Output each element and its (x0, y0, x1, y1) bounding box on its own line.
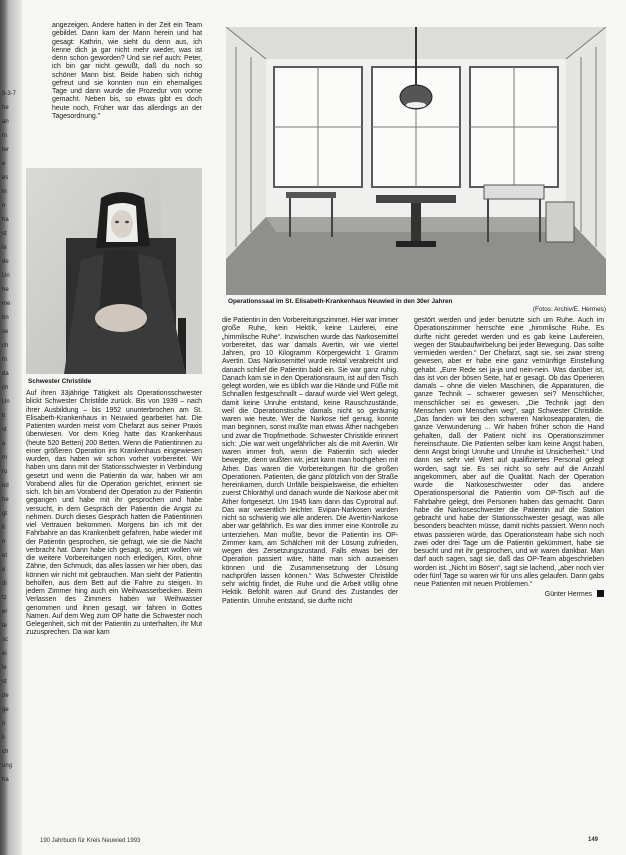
gutter-fragment: n (2, 721, 6, 727)
gutter-fragment: me (2, 301, 11, 307)
gutter-fragment: ne (2, 287, 9, 293)
gutter-fragment: le (2, 665, 7, 671)
gutter-fragment: ei (2, 651, 7, 657)
gutter-fragment: n (2, 203, 6, 209)
column-1-text: Auf ihren 33jährige Tätigkeit als Operationsschwester blickt Schwester Christilde zurück. Bis von 1939 – nach ihrer Ausbildung – bis 1952 ununterbrochen am St. Elisabeth-Krankenhaus in Neuwied gearbeitet hat. Die Patienten wurden meist vom Chefarzt aus seiner Praxis überwiesen. Vor dem Krieg hatte das Krankenhaus (heute 520 Betten) 200 Betten. Wenn die Patientinnen zu einer größeren Operation ins Krankenhaus eingewiesen wurden, das haben wir schon vorher vorbereitet. Wir haben uns dann mit der Stationsschwester in Verbindung gesetzt und wenn die Patientin da war, haben wir am Vorabend alles für die Operation gerichtet, erinnert sie sich. Ich bin am Vorabend der Operation zu der Patientin gegangen und habe mit ihr gesprochen und habe versucht, in dem Gespräch der Patientin die Angst zu nehmen. Durch dieses Gespräch hatten die Patientinnen viel Vertrauen bekommen. Morgens bin ich mit der Fahrbahre an das Krankenbett gefahren, habe wieder mit der Patientin gesprochen, sie gefragt, wie sie die Nacht verbracht hat. Dann habe ich gesagt, so, jetzt wollen wir die weitere Vorbereitungen noch erledigen, Kinn, ohne Zähne, den Schmuck, das alles lassen wir hier oben, das können wir nicht mit gebrauchen. Man sieht der Patientin beholfen, aus dem Bett auf die Fahre zu steigen. In jedem Zimmer hing auch ein Weihwasserbecken. Beim Verlassen des Zimmers haben wir Weihwasser genommen und ihnen gesagt, wir fahren in Gottes Namen. Auf dem Weg zum OP hatte die Schwester noch Gelegenheit, sich mit der Patientin zu unterhalten, ihr Mut zuzusprechen. Da war kam (26, 390, 202, 637)
footer-publication: 190 Jahrbuch für Kreis Neuwied 1993 (40, 838, 141, 844)
gutter-fragment: an (2, 119, 9, 125)
column-3-text: gestört werden und jeder benutzte sich um Ruhe. Auch im Operationszimmer herrschte eine „himmlische Ruhe. Es durfte nicht geredet werden und es gab keine Laufereien, wegen der Staubaufwirbelung bei jeder Bewegung. Das sollte vermieden werden.“ Der Chefarzt, sagt sie, sei zwar streng gewesen, aber er habe eine ganz vernünftige Einstellung gehabt. „Eure Rede sei ja-ja und nein-nein. Was darüber ist, das ist von der bösen Seite, hat er gesagt. Ob das Operieren damals – ohne die vielen Maschinen, die Apparaturen, die ganze Technik – schwerer gewesen sei? Menschlicher, menschlicher sei es gewesen. „Die Technik jagt den Menschen vom Menschen weg“, sagt Schwester Christilde. „Das fanden wir bei den schweren Narkoseapparaten, die ganze Verwunderung ... Wir haben früher schon die Hand gehalten, daß der Patient nicht ins Operationszimmer hereinschaute. Die Patienten selber kam keine Angst haben, denn Angst bringt Unruhe und Unruhe ist Unsicherheit.“ Und dann sei sehr viel Wert auf qualifiziertes Personal gelegt worden, sagt sie. Es sei nicht so sehr auf die Anzahl angekommen, aber auf die Qualität. Nach der Operation wurde die Narkoseschwester oder das andere Operationspersonal die Patientin vom OP-Tisch auf die Fahrbahre gelegt, drei Personen haben das gemacht. Dann habe die Narkoseschwester die Patientin auf die Station gebracht und habe der Stationsschwester gesagt, was alle besonders beachten müsse, damit nichts passiert. Wenn noch etwas passieren würde, das Operationsteam habe sich noch zwei oder drei Tage um die Patientin gekümmert, habe sie besucht und mit ihr gesprochen, und wir waren dankbar. Man darf auch sagen, sagt sie, daß das OP-Team abgeschrieben worden ist. „Nicht im Bösen“, sagt sie lachend, „aber noch vier oder fünf Tage so waren wir für uns alles gelaufen. Dann gabs neue Patienten mit neuen Problemen.“ (414, 317, 604, 588)
gutter-fragment: e (2, 567, 6, 573)
column-2-text: die Patientin in den Vorbereitungszimmer. Hier war immer große Ruhe, kein Hektik, keine Lauferei, eine „himmlische Ruhe“. Inzwischen wurde das Narkosemittel vorbereitet, das war damals Avertin, wir wie viertel Jahren, pro 10 Kilogramm Körpergewicht 1 Gramm Avertin. Das Narkosemittel wurde rektal verabreicht und danach schlief die Patientin bald ein. Sie war ganz ruhig. Danach kam sie in den Operationsraum, ist auf den Tisch gelegt worden, wie es üblich war die Hände und Füße mit Schnallen festgeschnallt – darauf wurde viel Wert gelegt, damit keine Unruhe entstand, keine Rauschzustände, weil die Operationstische damals nicht so geräumig waren wie heute. Wer die Narkose tief genug, konnte man beginnen, sonst mußte man etwas Äther nachgeben und zwar die Tropfmethode. Schwester Christilde erinnert sich: „Die war weit ungefährlicher als die mit Avertin. Wir waren immer froh, wenn die Patientin sich wieder bewegte, denn wußten wir, jetzt kann man hochgehen mit Äther. Das waren die Vorbereitungen für die großen Operationen. Patienten, die ganz plötzlich von der Straße hereinkamen, durch Unfälle beispielsweise, die erhielten zuerst Chloräthyl und danach wurde die Narkose aber mit Äther fortgesetzt. Um 1945 kam dann das Cyprotral auf. Das war wesentlich leichter. Evipan-Narkosen wurden nicht so schwierig wie alle anderen. Die Avertin-Narkose aber war gefährlich. Es war dies immer eine Kontrolle zu unterziehen. Man mußte, bevor die Patientin ins OP-Zimmer kam, am Schälchen mit der Lösung zufrieden, wegen des Zersetzungszustand. Falls etwas bei der Operation passiert wäre, hätte man sich ausweisen können und die Zusammensetzung der Lösung nachprüfen lassen können.“ Was Schwester Christilde sehr wichtig findet, die Ruhe und die Arbeit völlig ohne Hektik. Befohlt waren auf Grund des Zustandes der Patientin. Unruhe entstand, sie durfte nicht (222, 317, 398, 605)
article-column-3 (414, 317, 604, 600)
gutter-fragment: ha (2, 217, 9, 223)
gutter-fragment: 3-3-7 (2, 91, 17, 97)
gutter-fragment: te (2, 623, 8, 629)
gutter-fragment: e (2, 161, 6, 167)
gutter-fragment: de (2, 259, 9, 265)
gutter-fragment: sc (2, 637, 8, 643)
gutter-fragment: a (2, 441, 6, 447)
gutter-fragment: ch (2, 385, 9, 391)
article-column-1 (26, 390, 202, 638)
photo-credit: (Fotos: Archiv/E. Hermes) (532, 306, 606, 313)
gutter-fragment: ch (2, 749, 9, 755)
page-number: 149 (588, 837, 599, 843)
gutter-fragment: di (2, 581, 7, 587)
room-photo-caption: Operationssaal im St. Elisabeth-Krankenhaus Neuwied in den 30er Jahren (Fotos: Archiv/E. Hermes) (228, 298, 606, 313)
nun-photo-caption: Schwester Christilde (28, 378, 92, 385)
intro-text: angezeigen. Andere hatten in der Zeit ein Team gebildet. Dann kam der Mann herein und hat gesagt: Kathrin, wie sieht du denn aus, ich kenne dich ja gar nicht mehr wieder, was ist denn schon geworden? Und sie rief auch: Peter, ich bin gar nicht gewußt, daß du noch so schöner Mann bist. Beide haben sich richtig gefreut und sie konnten nun ein ehemaliges Tage und dann wurde die Prozedur von vorne gemacht. Neben bis, so etwas gibt es doch heute noch, Früher war das allerdings an der Tagesordnung." (52, 22, 202, 120)
gutter-fragment: ne (2, 105, 9, 111)
gutter-fragment: hn (2, 315, 9, 321)
gutter-fragment: ru (2, 469, 8, 475)
gutter-fragment: ge (2, 707, 9, 713)
gutter-fragment: ch (2, 343, 9, 349)
gutter-fragment: er (2, 609, 8, 615)
gutter-fragment: li (2, 735, 5, 741)
end-of-article-mark (597, 590, 604, 597)
gutter-fragment: da (2, 371, 9, 377)
gutter-fragment: le (2, 245, 7, 251)
gutter-fragment: se (2, 329, 9, 335)
gutter-fragment: de (2, 693, 9, 699)
gutter-fragment: ll (2, 525, 5, 531)
gutter-fragment: gt (2, 511, 8, 517)
gutter-fragment: m (2, 357, 7, 363)
gutter-fragment: ha (2, 777, 9, 783)
nun-portrait-photo (26, 168, 202, 374)
gutter-fragment: et (2, 553, 8, 559)
gutter-fragment: ung (2, 763, 13, 769)
author-name: Günter Hermes (544, 591, 592, 599)
operating-room-photo (226, 27, 606, 295)
article-column-2 (222, 317, 398, 606)
gutter-fragment: b (2, 413, 6, 419)
gutter-fragment: he (2, 497, 9, 503)
gutter-fragment: es (2, 175, 9, 181)
gutter-fragment: Un (2, 399, 10, 405)
gutter-fragment: n (2, 539, 6, 545)
gutter-fragment: m (2, 455, 7, 461)
gutter-fragment: in (2, 189, 7, 195)
gutter-fragment: tz (2, 595, 7, 601)
gutter-fragment: ter (2, 147, 10, 153)
gutter-fragment: st (2, 679, 7, 685)
gutter-fragment: st (2, 427, 7, 433)
gutter-fragment: m (2, 133, 7, 139)
gutter-fragment: nd (2, 483, 9, 489)
gutter-fragment: st (2, 231, 7, 237)
gutter-fragment: Un (2, 273, 10, 279)
intro-paragraph (52, 22, 202, 121)
